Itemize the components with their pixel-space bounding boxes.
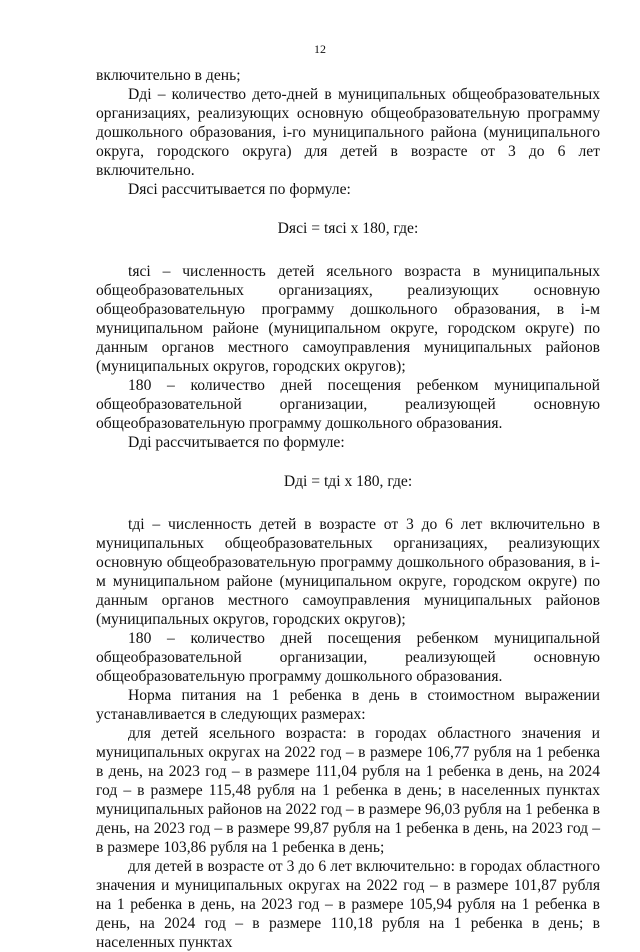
page-number: 12 bbox=[314, 42, 326, 56]
paragraph-norm-intro: Норма питания на 1 ребенка в день в стоимостном выражении устанавливается в следующих размерах: bbox=[96, 687, 600, 723]
paragraph-180-definition-1: 180 – количество дней посещения ребенком муниципальной общеобразовательной организации, реализующей основную общеобразовательную программу дошкольного образования. bbox=[96, 377, 600, 432]
paragraph-tyasi-definition: tясi – численность детей ясельного возраста в муниципальных общеобразовательных организациях, реализующих основную общеобразовательную программу дошкольного образования, в i-м муниципальном районе (муниципальном округе, городском округе) по данным органов местного самоуправления муниципальных районов (муниципальных округов, городских округов); bbox=[96, 263, 600, 375]
paragraph-ddi-intro: Dдi рассчитывается по формуле: bbox=[128, 434, 345, 451]
paragraph-180-definition-2: 180 – количество дней посещения ребенком муниципальной общеобразовательной организации, реализующей основную общеобразовательную программу дошкольного образования. bbox=[96, 630, 600, 685]
document-body bbox=[96, 66, 600, 952]
formula-dyasi: Dясi = tясi x 180, где: bbox=[277, 220, 419, 237]
formula-ddi: Dдi = tдi x 180, где: bbox=[283, 473, 413, 490]
paragraph-tdi-definition: tдi – численность детей в возрасте от 3 до 6 лет включительно в муниципальных общеобразовательных организациях, реализующих основную общеобразовательную программу дошкольного образования, в i-м муниципальном районе (муниципальном округе, городском округе) по данным органов местного самоуправления муниципальных районов (муниципальных округов, городских округов); bbox=[96, 516, 600, 628]
paragraph-ddi-definition: Dдi – количество дето-дней в муниципальных общеобразовательных организациях, реализующих основную общеобразовательную программу дошкольного образования, i-го муниципального района (муниципального округа, городского округа) для детей в возрасте от 3 до 6 лет включительно. bbox=[96, 86, 600, 179]
paragraph-norm-nursery: для детей ясельного возраста: в городах областного значения и муниципальных округах на 2022 год – в размере 106,77 рубля на 1 ребенка в день, на 2023 год – в размере 111,04 рубля на 1 ребенка в день, на 2024 год – в размере 115,48 рубля на 1 ребенка в день; в населенных пунктах муниципальных районов на 2022 год – в размере 96,03 рубля на 1 ребенка в день, на 2023 год – в размере 99,87 рубля на 1 ребенка в день, на 2023 год – в размере 103,86 рубля на 1 ребенка в день; bbox=[96, 725, 600, 856]
paragraph-norm-3-6: для детей в возрасте от 3 до 6 лет включительно: в городах областного значения и муниципальных округах на 2022 год – в размере 101,87 рубля на 1 ребенка в день, на 2023 год – в размере 105,94 рубля на 1 ребенка в день, на 2024 год – в размере 110,18 рубля на 1 ребенка в день; в населенных пунктах bbox=[96, 858, 600, 951]
paragraph-continuation: включительно в день; bbox=[96, 67, 241, 84]
paragraph-dyasi-intro: Dясi рассчитывается по формуле: bbox=[128, 181, 351, 198]
